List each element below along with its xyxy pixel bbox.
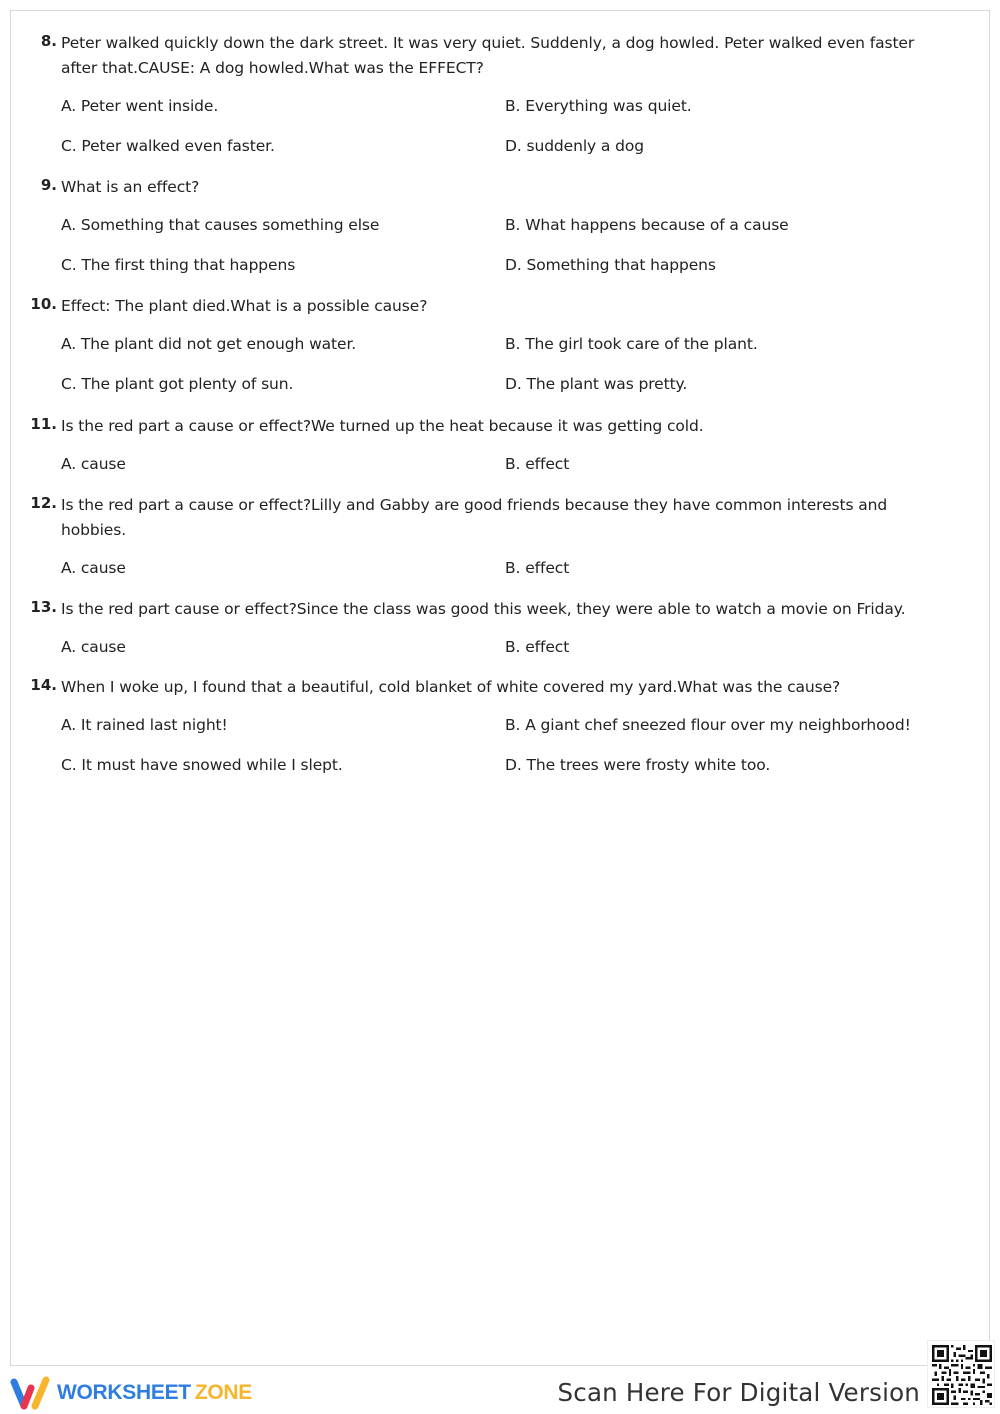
answer-option-b[interactable]: B. effect [505,559,570,577]
question-text: When I woke up, I found that a beautiful, cold blanket of white covered my yard.What was the cause? [61,678,841,696]
answer-option-d[interactable]: D. The plant was pretty. [505,375,688,393]
question-number: 12. [30,494,57,512]
answer-options [61,556,949,581]
answer-options [61,713,949,778]
question-10 [11,294,989,397]
question-number: 10. [30,295,57,313]
answer-option-b[interactable]: B. effect [505,455,570,473]
answer-option-b[interactable]: B. Everything was quiet. [505,97,692,115]
answer-options [61,635,949,660]
answer-option-a[interactable]: A. cause [61,455,126,473]
qr-code-icon[interactable] [927,1340,995,1408]
worksheet-zone-logo[interactable] [10,1376,252,1410]
question-number: 13. [30,598,57,616]
question-text: Is the red part a cause or effect?We turned up the heat because it was getting cold. [61,417,704,435]
question-14 [11,675,989,778]
question-9 [11,175,989,278]
question-list [11,31,989,792]
question-text: Is the red part a cause or effect?Lilly and Gabby are good friends because they have common interests and hobbies. [61,496,888,539]
answer-option-a[interactable]: A. Peter went inside. [61,97,219,115]
answer-options [61,94,949,159]
answer-options [61,213,949,278]
answer-option-b[interactable]: B. The girl took care of the plant. [505,335,758,353]
logo-word-zone: ZONE [194,1381,252,1404]
worksheet-page [10,10,990,1366]
answer-option-c[interactable]: C. It must have snowed while I slept. [61,756,343,774]
answer-option-b[interactable]: B. What happens because of a cause [505,216,789,234]
logo-text [57,1381,252,1405]
question-13 [11,597,989,660]
question-8 [11,31,989,159]
question-number: 11. [30,415,57,433]
logo-word-worksheet: WORKSHEET [57,1381,191,1404]
answer-option-c[interactable]: C. The plant got plenty of sun. [61,375,294,393]
answer-option-a[interactable]: A. cause [61,638,126,656]
question-text: Peter walked quickly down the dark street. It was very quiet. Suddenly, a dog howled. Peter walked even faster after that.CAUSE: A dog howled.What was the EFFECT? [61,34,915,77]
answer-option-a[interactable]: A. It rained last night! [61,716,228,734]
answer-option-a[interactable]: A. Something that causes something else [61,216,380,234]
question-number: 14. [30,676,57,694]
question-text: Is the red part cause or effect?Since the class was good this week, they were able to watch a movie on Friday. [61,600,906,618]
answer-option-d[interactable]: D. The trees were frosty white too. [505,756,771,774]
question-12 [11,493,989,581]
answer-option-c[interactable]: C. Peter walked even faster. [61,137,275,155]
question-text: What is an effect? [61,178,200,196]
question-text: Effect: The plant died.What is a possible cause? [61,297,428,315]
answer-option-d[interactable]: D. suddenly a dog [505,137,645,155]
answer-option-a[interactable]: A. The plant did not get enough water. [61,335,357,353]
answer-option-b[interactable]: B. A giant chef sneezed flour over my neighborhood! [505,716,911,734]
answer-option-b[interactable]: B. effect [505,638,570,656]
answer-options [61,332,949,397]
question-number: 8. [40,32,57,50]
answer-option-c[interactable]: C. The first thing that happens [61,256,296,274]
qr-code-graphic [932,1345,992,1405]
scan-for-digital-version-text: Scan Here For Digital Version [557,1378,920,1407]
page-footer [0,1368,1000,1414]
question-11 [11,414,989,477]
answer-option-a[interactable]: A. cause [61,559,126,577]
worksheet-zone-logo-icon [10,1376,52,1410]
answer-option-d[interactable]: D. Something that happens [505,256,716,274]
answer-options [61,452,949,477]
question-number: 9. [40,176,57,194]
